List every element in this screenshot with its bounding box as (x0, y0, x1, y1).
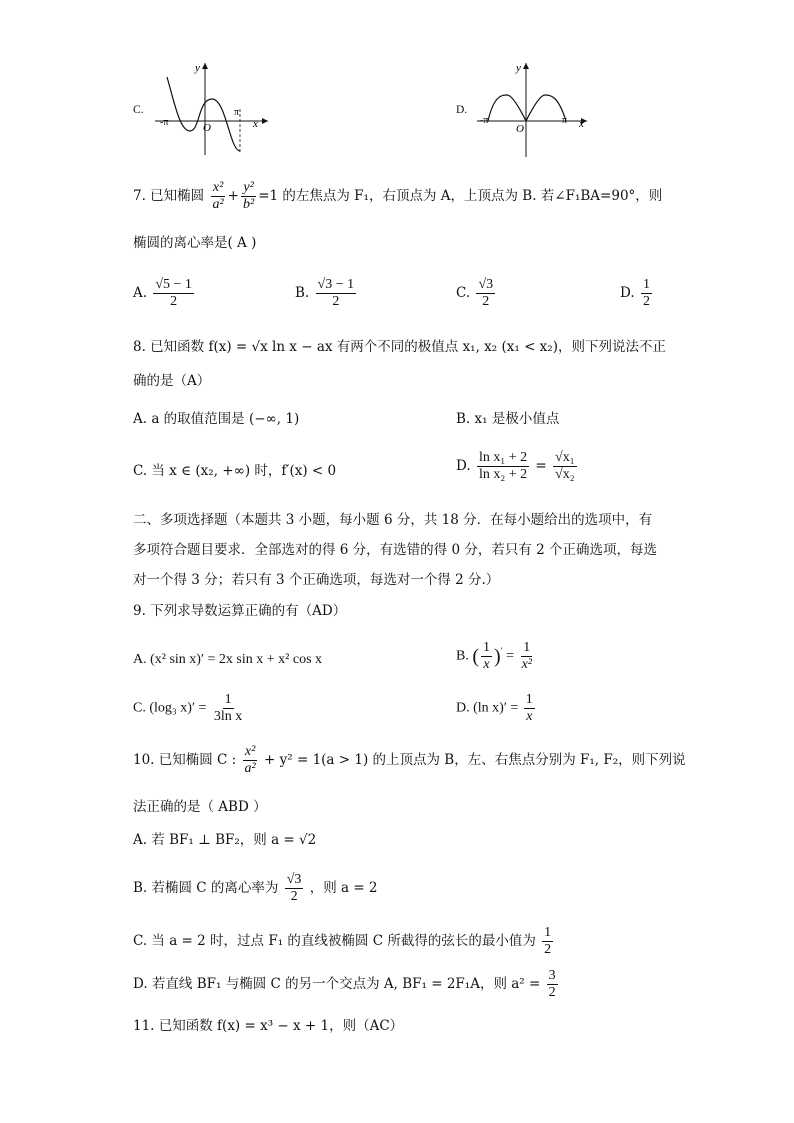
graph-d-pi-label: π (562, 115, 568, 126)
graph-d-y-arrow (523, 63, 529, 69)
q8-option-b: B. x₁ 是极小值点 (456, 411, 560, 427)
q8-line1: 8. 已知函数 f(x) = √x ln x − ax 有两个不同的极值点 x₁, x₂ (x₁ < x₂)，则下列说法不正 (133, 339, 666, 355)
q10-option-b (133, 872, 378, 905)
q7-option-c (456, 277, 497, 310)
q8-d-den: ln x₂ + 2 (478, 467, 528, 482)
q7-frac-y-den: b² (242, 197, 255, 212)
q9-option-d-lhs: (ln x)′ = (473, 700, 522, 716)
section2-line2: 多项符合题目要求．全部选对的得 6 分，有选错的得 0 分，若只有 2 个正确选项，每选 (133, 542, 658, 558)
q7-stem (133, 180, 662, 213)
graph-c (150, 55, 275, 160)
q7-option-d-num: 1 (642, 277, 650, 292)
q10-option-c-den: 2 (544, 942, 552, 957)
q7-frac-x-num: x² (212, 180, 224, 195)
q10-option-d-pre: D. 若直线 BF₁ 与椭圆 C 的另一个交点为 A, BF₁ = 2F₁A，则 a² = (133, 976, 541, 992)
q10-stem (133, 744, 686, 777)
q7-option-d-den: 2 (642, 294, 650, 309)
q9-option-d-label: D. (456, 700, 470, 716)
q7-line2: 椭圆的离心率是( A ) (133, 235, 257, 251)
q8-option-d (456, 450, 579, 483)
section2-line3: 对一个得 3 分；若只有 3 个正确选项，每选对一个得 2 分.） (133, 572, 500, 588)
graph-c-curve (167, 77, 240, 151)
q10-option-d (133, 968, 560, 1001)
q7-option-b-num: √3 − 1 (317, 277, 355, 292)
q7-frac-x (210, 180, 225, 213)
graph-c-y-arrow (202, 63, 208, 69)
graph-d-x-label: x (579, 118, 584, 130)
q9-option-c-den: 3ln x (213, 709, 243, 724)
q7-option-b (295, 277, 358, 310)
q10-rest: + y² = 1(a > 1) 的上顶点为 B，左、右焦点分别为 F₁, F₂，则下列说 (264, 752, 686, 768)
q7-rest: =1 的左焦点为 F₁，右顶点为 A，上顶点为 B. 若∠F₁BA=90°，则 (258, 188, 663, 204)
q10-option-b-den: 2 (290, 889, 298, 904)
q7-option-c-label: C. (456, 285, 471, 301)
q10-frac-den: a² (244, 761, 256, 776)
q9-option-d-num: 1 (525, 692, 533, 707)
q9-option-b-label: B. (456, 648, 469, 664)
q7-frac-y (241, 180, 256, 213)
q7-option-b-label: B. (295, 285, 310, 301)
q8-d-num: ln x₁ + 2 (478, 450, 528, 465)
q9-option-b-eq: = (506, 648, 518, 664)
q7-option-a-label: A. (133, 285, 148, 301)
q10-option-c-num: 1 (544, 925, 552, 940)
q10-option-b-num: √3 (286, 872, 302, 887)
q10-option-a: A. 若 BF₁ ⊥ BF₂，则 a = √2 (133, 832, 317, 848)
graph-c-y-label: y (195, 62, 200, 74)
graph-d (472, 55, 597, 160)
q9-option-b-den: x² (521, 657, 532, 672)
graph-c-x-label: x (253, 118, 258, 130)
graph-c-origin-label: O (203, 122, 211, 134)
q8-option-a: A. a 的取值范围是 (−∞, 1) (133, 411, 300, 427)
graph-d-neg-pi-label: -π (480, 115, 489, 126)
q8-d-den2: √x₂ (555, 467, 575, 482)
q8-line2: 确的是（A） (133, 373, 211, 389)
q9-option-c-num: 1 (224, 692, 232, 707)
graph-c-neg-pi-label: -π (160, 117, 169, 128)
q7-option-a-den: 2 (170, 294, 178, 309)
q10-option-c (133, 925, 555, 958)
q10-line2: 法正确的是（ ABD ） (133, 799, 267, 815)
q10-option-b-post: ，则 a = 2 (309, 880, 378, 896)
graph-c-pi-label: π (234, 107, 240, 118)
q10-option-d-den: 2 (548, 985, 556, 1000)
q7-option-c-den: 2 (482, 294, 490, 309)
q9-option-a: A. (x² sin x)′ = 2x sin x + x² cos x (133, 652, 323, 667)
q8-option-d-label: D. (456, 458, 471, 474)
q7-frac-x-den: a² (212, 197, 224, 212)
q9-option-b: B. ( $\frac{1}{x}$ )′ = $\frac{1}{\text{x²}}$ (456, 640, 532, 672)
q7-option-d (620, 277, 654, 310)
q9-option-d-den: x (526, 709, 533, 724)
q7-plus: + (227, 188, 239, 204)
q10-frac-num: x² (244, 744, 256, 759)
q9-stem: 9. 下列求导数运算正确的有（AD） (133, 603, 347, 619)
q7-option-a (133, 277, 196, 310)
q7-prefix: 7. 已知椭圆 (133, 188, 205, 204)
graph-d-origin-label: O (516, 123, 524, 135)
q10-option-d-num: 3 (548, 968, 556, 983)
q9-option-c-lhs: (log₃ x)′ = (149, 700, 210, 716)
q9-option-c-label: C. (133, 700, 146, 716)
q8-option-c: C. 当 x ∈ (x₂, +∞) 时，f′(x) < 0 (133, 463, 337, 479)
q8-d-eq: = (535, 458, 547, 474)
graph-c-x-arrow (262, 118, 268, 124)
q9-option-d (456, 692, 537, 725)
q7-option-c-num: √3 (478, 277, 494, 292)
q9-option-c (133, 692, 246, 725)
q11-stem: 11. 已知函数 f(x) = x³ − x + 1，则（AC） (133, 1018, 404, 1034)
q10-option-c-pre: C. 当 a = 2 时，过点 F₁ 的直线被椭圆 C 所截得的弦长的最小值为 (133, 933, 536, 949)
option-d-label: D. (456, 104, 468, 116)
q8-d-num2: √x₁ (555, 450, 575, 465)
graph-d-curve (488, 95, 566, 121)
q7-frac-y-num: y² (243, 180, 254, 195)
graph-d-y-label: y (516, 62, 521, 74)
option-c-label: C. (133, 104, 144, 116)
q7-option-d-label: D. (620, 285, 635, 301)
q7-option-a-num: √5 − 1 (155, 277, 192, 292)
section2-line1: 二、多项选择题（本题共 3 小题，每小题 6 分，共 18 分．在每小题给出的选项中，有 (133, 512, 653, 528)
q7-option-b-den: 2 (332, 294, 340, 309)
q10-prefix: 10. 已知椭圆 C : (133, 752, 237, 768)
q10-option-b-pre: B. 若椭圆 C 的离心率为 (133, 880, 279, 896)
q9-option-b-num: 1 (523, 640, 531, 655)
